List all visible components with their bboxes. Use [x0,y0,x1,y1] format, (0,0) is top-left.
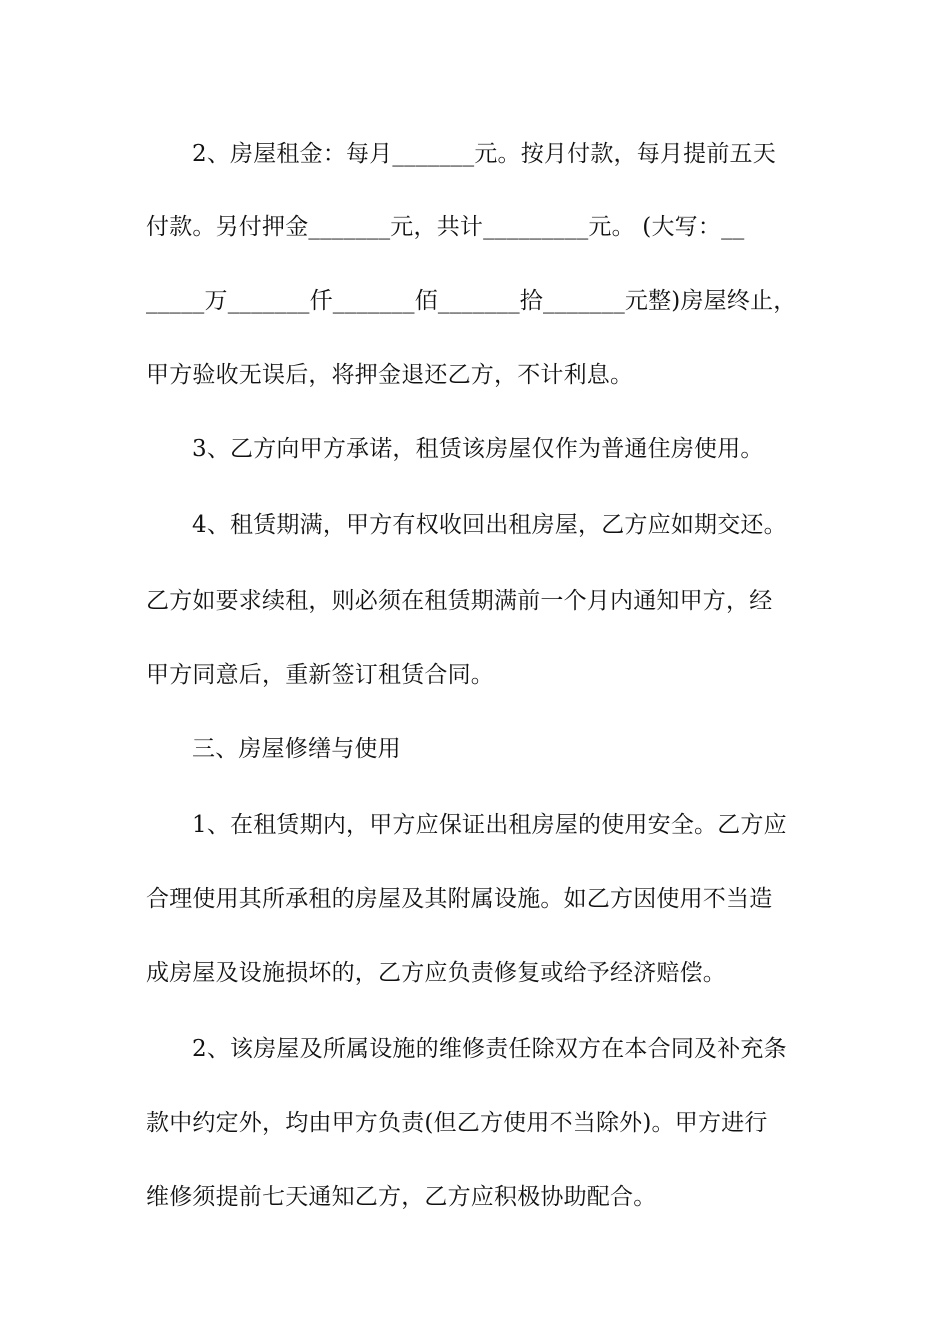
repair-clause-1-line-3: 成房屋及设施损坏的，乙方应负责修复或给予经济赔偿。 [146,960,726,986]
clause-2-rent-line-1: 2、房屋租金：每月_______元。按月付款，每月提前五天 [192,141,776,167]
clause-4-expiry-line-1: 4、租赁期满，甲方有权收回出租房屋，乙方应如期交还。 [192,512,787,538]
section-3-heading: 三、房屋修缮与使用 [192,736,401,762]
clause-4-expiry-line-2: 乙方如要求续租，则必须在租赁期满前一个月内通知甲方，经 [146,588,773,614]
clause-2-rent-line-2: 付款。另付押金_______元，共计_________元。 (大写：__ [146,214,745,240]
repair-clause-1-line-1: 1、在租赁期内，甲方应保证出租房屋的使用安全。乙方应 [192,812,787,838]
clause-4-expiry-line-3: 甲方同意后，重新签订租赁合同。 [146,662,494,688]
clause-3-usage-line-1: 3、乙方向甲方承诺，租赁该房屋仅作为普通住房使用。 [192,436,764,462]
clause-2-rent-line-3: _____万_______仟_______佰_______拾_______元整)房屋终止， [146,288,797,314]
repair-clause-2-line-3: 维修须提前七天通知乙方，乙方应积极协助配合。 [146,1184,657,1210]
clause-2-rent-line-4: 甲方验收无误后，将押金退还乙方，不计利息。 [146,362,634,388]
repair-clause-1-line-2: 合理使用其所承租的房屋及其附属设施。如乙方因使用不当造 [146,886,773,912]
repair-clause-2-line-2: 款中约定外，均由甲方负责(但乙方使用不当除外)。甲方进行 [146,1110,768,1136]
repair-clause-2-line-1: 2、该房屋及所属设施的维修责任除双方在本合同及补充条 [192,1036,787,1062]
